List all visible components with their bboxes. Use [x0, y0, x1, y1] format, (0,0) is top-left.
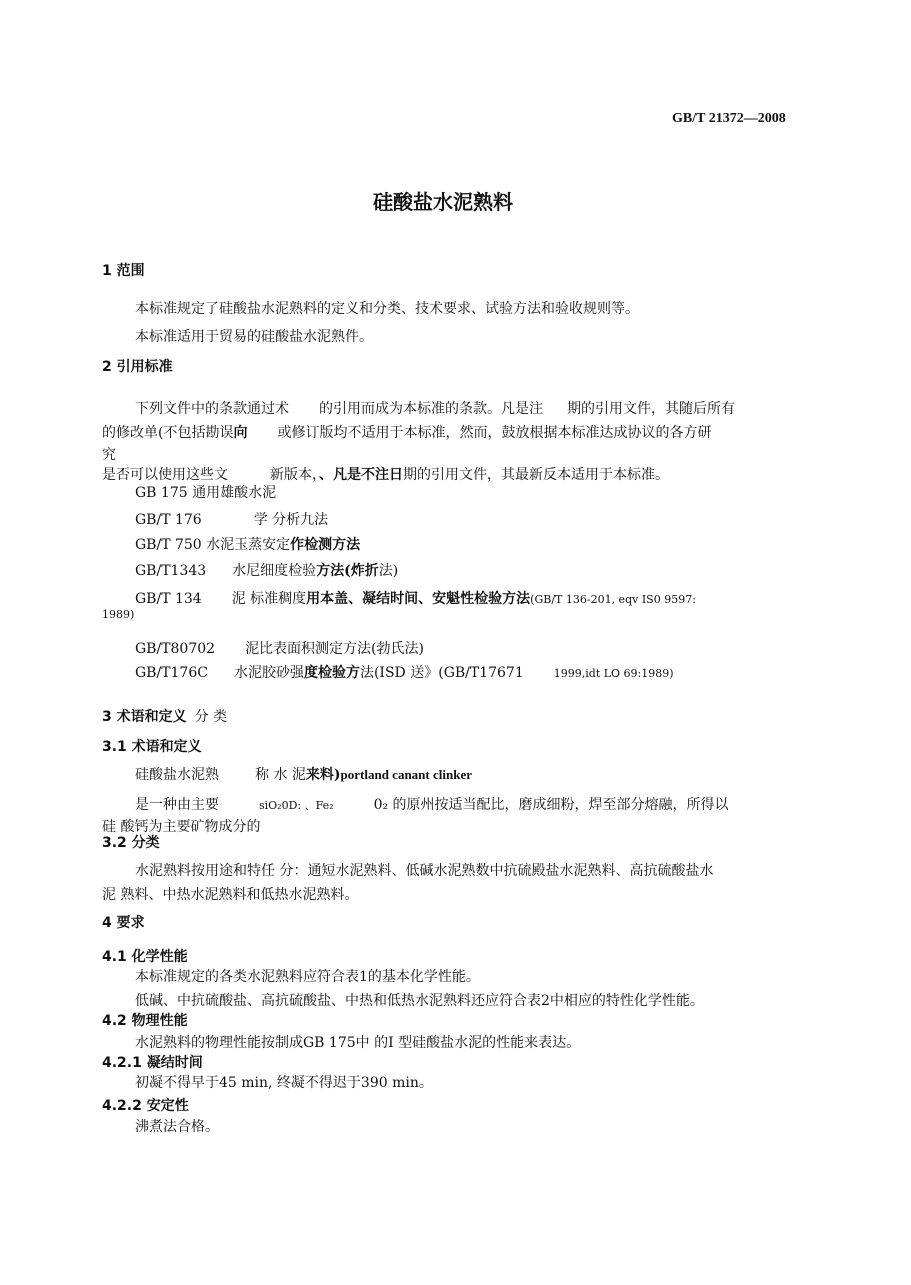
- text-fragment: 水尼细度检验: [232, 563, 317, 579]
- section-3-1-heading: 3.1 术语和定义: [102, 739, 202, 755]
- text-fragment: 或修订版均不适用于本标准，然而，鼓放根据本标准达成协议的各方研: [277, 425, 712, 441]
- text-fragment: 期的引用文件，其随后所有: [567, 401, 735, 417]
- reference-gb-t-8074: [135, 640, 424, 658]
- text-fragment: 学 分析九法: [253, 512, 329, 528]
- document-title: 硅酸盐水泥熟料: [373, 190, 513, 214]
- text-fragment: 称 水 泥: [255, 767, 306, 783]
- section-4-2-paragraph: 水泥熟料的物理性能按制成GB 175中 的I 型硅酸盐水泥的性能来表达。: [135, 1035, 581, 1051]
- text-fragment: 0₂ 的原州按适当配比，磨成细粉，焊至部分熔融，所得以: [373, 797, 729, 813]
- text-fragment: 方法(炸折: [316, 563, 379, 579]
- reference-gb-t-17671: [135, 664, 674, 683]
- section-4-2-heading: 4.2 物理性能: [102, 1013, 188, 1029]
- section-4-2-2-heading: 4.2.2 安定性: [102, 1098, 189, 1114]
- text-fragment: 新版本，: [270, 467, 319, 483]
- section-1-paragraph-1: 本标准规定了硅酸盐水泥熟料的定义和分类、技术要求、试验方法和验收规则等。: [135, 301, 639, 317]
- section-4-2-1-paragraph: 初凝不得早于45 min, 终凝不得迟于390 min。: [135, 1075, 433, 1091]
- text-fragment: GB/T1343: [135, 563, 207, 579]
- text-fragment: 分 类: [194, 709, 228, 725]
- section-2-heading: 2 引用标准: [102, 359, 173, 375]
- term-definition-line-1: [135, 796, 729, 815]
- text-fragment: 法): [378, 563, 399, 579]
- text-fragment: GB/T 176: [135, 512, 202, 528]
- standard-number: GB/T 21372—2008: [672, 111, 786, 126]
- classification-line-2: 泥 熟料、中热水泥熟料和低热水泥熟料。: [102, 887, 359, 903]
- text-fragment: 泥 标准稠度: [231, 591, 307, 607]
- text-fragment: 3 术语和定义: [102, 709, 187, 725]
- section-1-heading: 1 范围: [102, 263, 145, 279]
- section-4-2-1-heading: 4.2.1 凝结时间: [102, 1055, 203, 1071]
- section-4-2-2-paragraph: 沸煮法合格。: [135, 1119, 219, 1135]
- text-fragment: 向: [233, 425, 248, 441]
- reference-gb-175: GB 175 通用雄酸水泥: [135, 485, 277, 501]
- reference-gb-t-176: [135, 511, 328, 529]
- text-fragment: 硅酸盐水泥熟: [135, 767, 219, 783]
- text-fragment: 泥比表面积测定方法(勃氏法): [245, 641, 424, 657]
- text-fragment: GB/T80702: [135, 641, 216, 657]
- classification-line-1: 水泥熟料按用途和特任 分：通短水泥熟料、低碱水泥熟数中抗硫殿盐水泥熟料、高抗硫酸盐水: [135, 863, 714, 879]
- section-2-paragraph-line-4: [102, 466, 669, 484]
- section-4-heading: 4 要求: [102, 915, 145, 931]
- text-fragment: 是一种由主要: [135, 797, 219, 813]
- text-fragment: 的修改单(不包括勘误: [102, 425, 234, 441]
- text-fragment: 水泥胶砂强: [233, 665, 304, 681]
- term-portland-cement-clinker: [135, 766, 472, 784]
- text-fragment: 来料): [305, 767, 341, 783]
- section-2-paragraph-line-2: [102, 424, 711, 442]
- reference-gb-t-750: [135, 536, 360, 554]
- text-fragment: 期的引用文件，其最新反本适用于本标准。: [403, 467, 669, 483]
- text-fragment: GB/T176C: [135, 665, 208, 681]
- text-fragment: 法(ISD 送》(GB/T17671: [359, 665, 524, 681]
- text-fragment: portland canant clinker: [340, 767, 472, 782]
- section-4-1-heading: 4.1 化学性能: [102, 949, 188, 965]
- text-fragment: 用本盖、凝结时间、安魁性检验方法: [306, 591, 531, 607]
- text-fragment: 的引用而成为本标准的条款。凡是注: [319, 401, 543, 417]
- text-fragment: GB/T 750 水泥玉蒸安定: [135, 537, 291, 553]
- section-4-1-paragraph-1: 本标准规定的各类水泥熟料应符合表1的基本化学性能。: [135, 969, 480, 985]
- section-3-2-heading: 3.2 分类: [102, 835, 160, 851]
- text-fragment: 作检测方法: [290, 537, 361, 553]
- text-fragment: 1999,idt LO 69:1989): [553, 667, 674, 680]
- text-fragment: 、凡是不注日: [319, 467, 403, 483]
- text-fragment: GB/T 134: [135, 591, 202, 607]
- text-fragment: 度检验方: [303, 665, 360, 681]
- term-definition-line-2: 硅 酸钙为主要矿物成分的: [102, 819, 261, 835]
- text-fragment: 是否可以使用这些文: [102, 467, 228, 483]
- reference-gb-t-1346-continuation: 1989): [102, 608, 135, 621]
- section-2-paragraph-line-3: 究: [102, 447, 116, 463]
- section-4-1-paragraph-2: 低碱、中抗硫酸盐、高抗硫酸盐、中热和低热水泥熟料还应符合表2中相应的特性化学性能。: [135, 993, 704, 1009]
- section-2-paragraph-line-1: [135, 400, 735, 418]
- text-fragment: siO₂0D: 、Fe₂: [259, 799, 334, 812]
- reference-gb-t-1345: [135, 562, 398, 580]
- text-fragment: (GB/T 136-201, eqv IS0 9597:: [530, 593, 696, 606]
- section-1-paragraph-2: 本标准适用于贸易的硅酸盐水泥熟件。: [135, 329, 373, 345]
- reference-gb-t-1346: [135, 590, 696, 609]
- text-fragment: 下列文件中的条款通过术: [135, 401, 289, 417]
- section-3-heading: [102, 708, 227, 726]
